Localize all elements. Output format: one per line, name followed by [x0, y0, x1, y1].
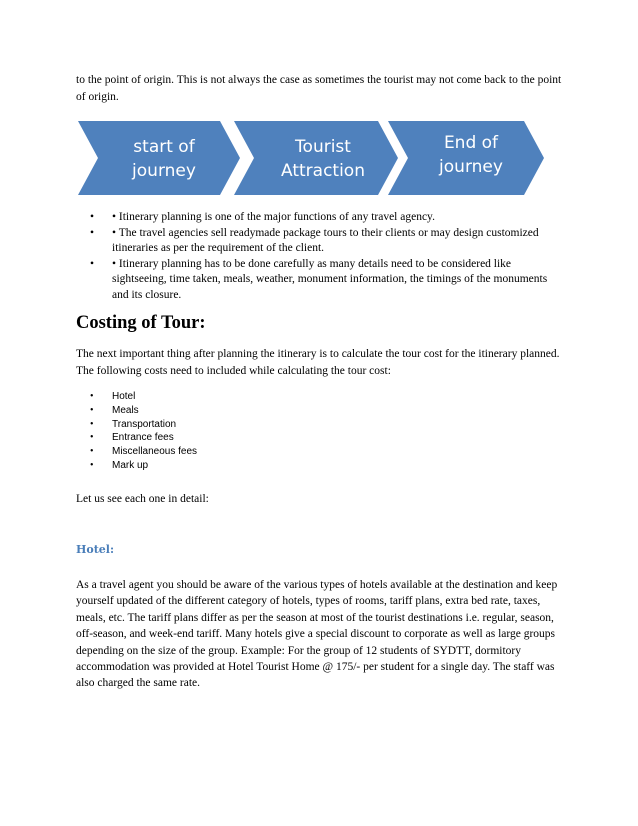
- list-item: • • Itinerary planning is one of the major functions of any travel agency.: [90, 210, 560, 226]
- flow-step-label: End of: [443, 133, 499, 153]
- list-item: • Miscellaneous fees: [90, 445, 197, 459]
- list-item: • Mark up: [90, 459, 197, 473]
- hotel-paragraph: As a travel agent you should be aware of the various types of hotels available at the destination and keep yourself updated of the different category of hotels, types of rooms, tariff plans, extra bed rate, taxes, meals, etc. The tariff plans differ as per the season at most of the tourist destinations i.e. regular, season, off-season, and week-end tariff. Many hotels give a special discount to corporate as well as large groups depending on the size of the group. Example: For the group of 12 students of SYDTT, dormitory accommodation was provided at Hotel Tourist Home @ 175/- per student for a single day. The staff was also charged the same rate.: [76, 579, 558, 690]
- costing-paragraph: The next important thing after planning the itinerary is to calculate the tour cost for the itinerary planned. The following costs need to included while calculating the tour cost:: [76, 348, 560, 377]
- intro-paragraph: to the point of origin. This is not always the case as sometimes the tourist may not come back to the point of origin.: [76, 74, 562, 103]
- list-item: • • Itinerary planning has to be done carefully as many details need to be considered like sightseeing, time taken, meals, weather, monument information, the timings of the monuments and its closure.: [90, 257, 560, 304]
- flow-step-label: Attraction: [281, 161, 365, 181]
- itinerary-bullet-list: [90, 210, 560, 303]
- list-item: • Hotel: [90, 390, 197, 404]
- flow-step-label: journey: [439, 157, 503, 177]
- section-heading-hotel: Hotel:: [76, 543, 115, 556]
- cost-items-list: [90, 390, 197, 473]
- detail-intro-line: Let us see each one in detail:: [76, 493, 209, 505]
- flow-step-label: Tourist: [295, 137, 351, 157]
- flow-step-end: [388, 121, 544, 195]
- list-item: • • The travel agencies sell readymade package tours to their clients or may design customized itineraries as per the requirement of the client.: [90, 226, 560, 257]
- flow-step-label: start of: [133, 137, 195, 157]
- flow-step-start: [78, 121, 240, 195]
- journey-flow-diagram: [78, 121, 546, 195]
- list-item: • Meals: [90, 404, 197, 418]
- list-item: • Transportation: [90, 418, 197, 432]
- list-item: • Entrance fees: [90, 431, 197, 445]
- section-heading-costing: Costing of Tour:: [76, 313, 206, 333]
- flow-step-label: journey: [132, 161, 196, 181]
- flow-step-attraction: [234, 121, 398, 195]
